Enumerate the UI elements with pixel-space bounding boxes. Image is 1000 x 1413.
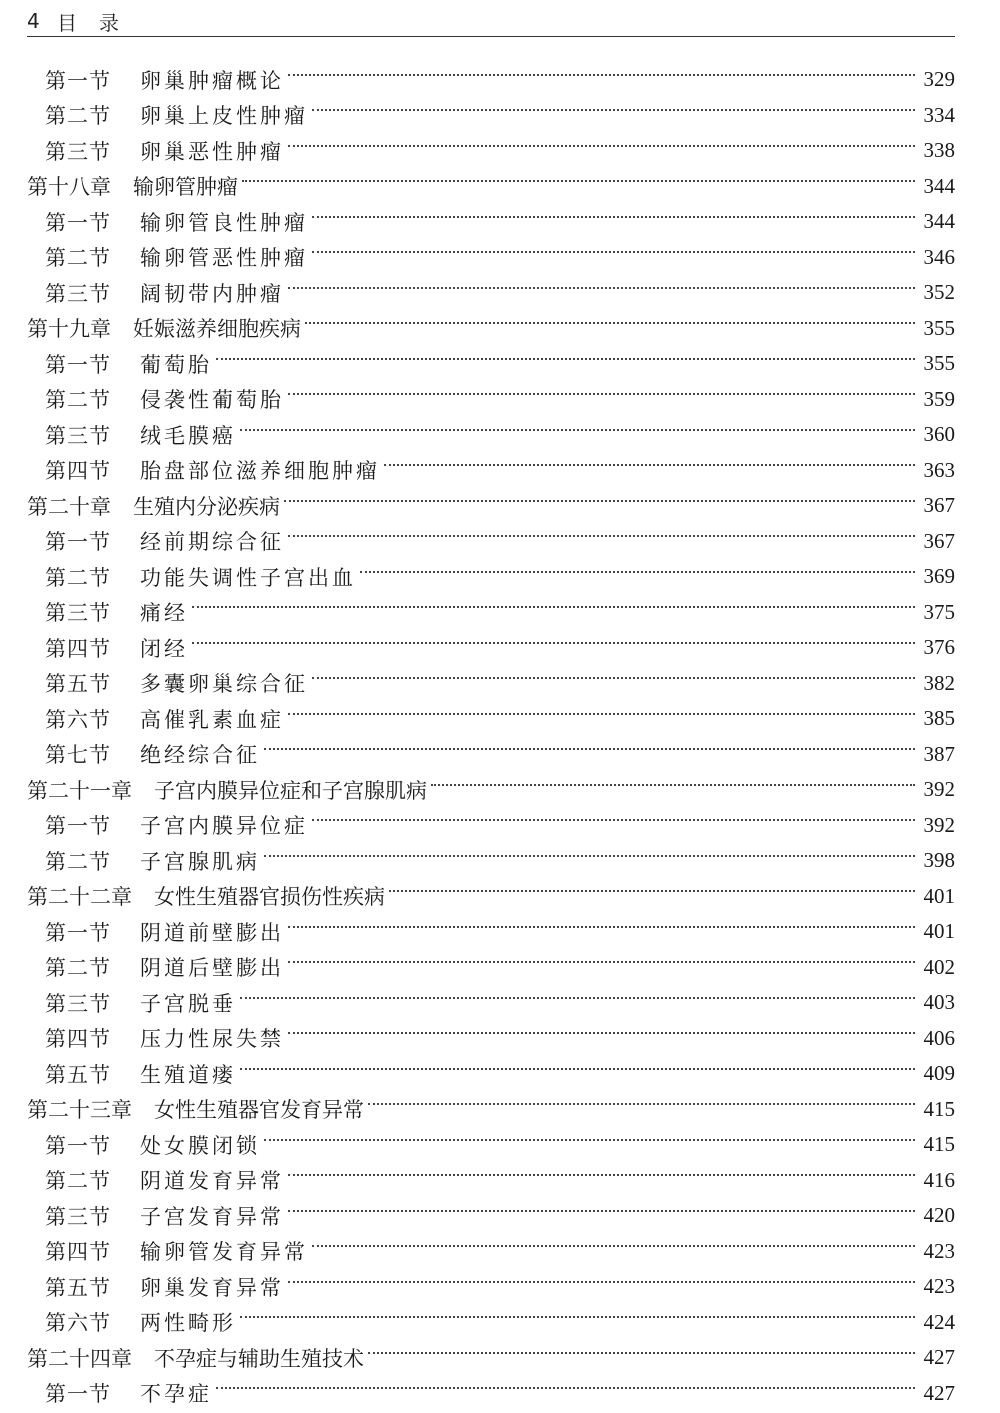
toc-section-row[interactable] [27,701,955,737]
page-number-ref: 369 [923,564,955,589]
toc-chapter-row[interactable] [27,1340,955,1376]
section-title: 输卵管良性肿瘤 [140,210,308,235]
page-number-ref: 344 [923,209,955,234]
dot-leader [288,393,915,395]
section-label: 第六节 [45,1311,111,1336]
table-of-contents [27,62,955,1411]
dot-leader [431,784,915,786]
page-number-ref: 403 [923,990,955,1015]
page-number-ref: 392 [923,777,955,802]
page-number-ref: 355 [923,315,955,340]
toc-section-row[interactable] [27,1198,955,1234]
dot-leader [242,180,915,182]
dot-leader [264,748,915,750]
page-number-ref: 334 [923,102,955,127]
toc-section-row[interactable] [27,666,955,702]
section-title: 多囊卵巢综合征 [140,672,308,697]
toc-section-row[interactable] [27,1376,955,1412]
section-title: 处女膜闭锁 [140,1133,260,1158]
page-number-ref: 401 [923,919,955,944]
page-number-ref: 338 [923,138,955,163]
section-title: 输卵管发育异常 [140,1240,308,1265]
section-label: 第三节 [45,1204,111,1229]
toc-section-row[interactable] [27,950,955,986]
section-label: 第四节 [45,459,111,484]
section-label: 第一节 [45,814,111,839]
dot-leader [288,713,915,715]
dot-leader [216,358,915,360]
section-title: 子宫脱垂 [140,991,236,1016]
section-title: 子宫腺肌病 [140,849,260,874]
section-label: 第一节 [45,210,111,235]
chapter-title: 生殖内分泌疾病 [133,494,280,519]
page-number-ref: 392 [923,812,955,837]
page-number-ref: 346 [923,244,955,269]
toc-section-row[interactable] [27,62,955,98]
section-label: 第一节 [45,68,111,93]
section-title: 卵巢上皮性肿瘤 [140,104,308,129]
dot-leader [240,1316,915,1318]
toc-section-row[interactable] [27,1056,955,1092]
dot-leader [264,855,915,857]
page-header [27,6,955,37]
page-number-ref: 409 [923,1061,955,1086]
dot-leader [288,961,915,963]
section-label: 第二节 [45,565,111,590]
dot-leader [216,1387,915,1389]
section-title: 卵巢恶性肿瘤 [140,139,284,164]
toc-section-row[interactable] [27,843,955,879]
chapter-label: 第十八章 [27,175,111,200]
toc-section-row[interactable] [27,1234,955,1270]
section-title: 输卵管恶性肿瘤 [140,246,308,271]
dot-leader [384,464,915,466]
section-title: 绒毛膜癌 [140,423,236,448]
dot-leader [288,1174,915,1176]
dot-leader [288,1032,915,1034]
page-number-ref: 352 [923,280,955,305]
toc-section-row[interactable] [27,98,955,134]
page-number-ref: 382 [923,670,955,695]
toc-chapter-row[interactable] [27,879,955,915]
section-label: 第三节 [45,139,111,164]
toc-section-row[interactable] [27,240,955,276]
section-label: 第二节 [45,849,111,874]
dot-leader [288,145,915,147]
dot-leader [240,997,915,999]
dot-leader [312,251,915,253]
toc-chapter-row[interactable] [27,772,955,808]
toc-section-row[interactable] [27,595,955,631]
section-title: 痛经 [140,601,188,626]
dot-leader [288,74,915,76]
dot-leader [288,287,915,289]
dot-leader [192,606,915,608]
dot-leader [312,677,915,679]
page-number-ref: 416 [923,1167,955,1192]
section-title: 子宫发育异常 [140,1204,284,1229]
toc-section-row[interactable] [27,453,955,489]
section-title: 绝经综合征 [140,743,260,768]
chapter-title: 子宫内膜异位症和子宫腺肌病 [154,778,427,803]
page-number-ref: 420 [923,1203,955,1228]
section-title: 卵巢肿瘤概论 [140,68,284,93]
dot-leader [240,429,915,431]
header-title: 目录 [57,10,141,35]
chapter-label: 第二十一章 [27,778,132,803]
chapter-title: 输卵管肿瘤 [133,175,238,200]
dot-leader [288,926,915,928]
section-label: 第二节 [45,246,111,271]
page-number-ref: 329 [923,67,955,92]
section-title: 葡萄胎 [140,352,212,377]
section-label: 第四节 [45,1240,111,1265]
section-title: 卵巢发育异常 [140,1275,284,1300]
toc-section-row[interactable] [27,204,955,240]
section-title: 阴道发育异常 [140,1169,284,1194]
toc-chapter-row[interactable] [27,169,955,205]
section-label: 第二节 [45,388,111,413]
toc-section-row[interactable] [27,808,955,844]
section-title: 不孕症 [140,1382,212,1407]
page-number-ref: 387 [923,741,955,766]
page-number-ref: 367 [923,493,955,518]
dot-leader [284,500,915,502]
section-title: 压力性尿失禁 [140,1027,284,1052]
toc-section-row[interactable] [27,417,955,453]
toc-section-row[interactable] [27,985,955,1021]
page-number-ref: 375 [923,599,955,624]
section-label: 第五节 [45,672,111,697]
page-number-ref: 401 [923,883,955,908]
section-title: 阴道后壁膨出 [140,956,284,981]
toc-chapter-row[interactable] [27,311,955,347]
toc-section-row[interactable] [27,1127,955,1163]
toc-section-row[interactable] [27,630,955,666]
section-label: 第五节 [45,1275,111,1300]
dot-leader [389,890,915,892]
page-number-ref: 398 [923,848,955,873]
section-label: 第五节 [45,1062,111,1087]
section-label: 第一节 [45,920,111,945]
chapter-label: 第二十章 [27,494,111,519]
section-label: 第三节 [45,281,111,306]
toc-section-row[interactable] [27,559,955,595]
page-number: 4 [27,9,40,33]
chapter-title: 不孕症与辅助生殖技术 [154,1346,364,1371]
page-number-ref: 423 [923,1274,955,1299]
dot-leader [368,1352,915,1354]
page-number-ref: 363 [923,457,955,482]
page-number-ref: 360 [923,422,955,447]
page-number-ref: 415 [923,1096,955,1121]
dot-leader [368,1103,915,1105]
dot-leader [288,535,915,537]
toc-section-row[interactable] [27,133,955,169]
page-number-ref: 427 [923,1380,955,1405]
section-label: 第三节 [45,991,111,1016]
toc-section-row[interactable] [27,737,955,773]
page-number-ref: 423 [923,1238,955,1263]
section-label: 第二节 [45,956,111,981]
page-number-ref: 344 [923,173,955,198]
toc-section-row[interactable] [27,382,955,418]
page-number-ref: 367 [923,528,955,553]
toc-section-row[interactable] [27,1163,955,1199]
section-title: 经前期综合征 [140,530,284,555]
dot-leader [305,322,915,324]
section-title: 侵袭性葡萄胎 [140,388,284,413]
toc-chapter-row[interactable] [27,488,955,524]
section-label: 第一节 [45,352,111,377]
dot-leader [312,216,915,218]
toc-section-row[interactable] [27,1021,955,1057]
chapter-label: 第二十二章 [27,885,132,910]
dot-leader [360,571,915,573]
dot-leader [192,642,915,644]
dot-leader [264,1139,915,1141]
chapter-label: 第二十三章 [27,1098,132,1123]
section-label: 第二节 [45,104,111,129]
toc-section-row[interactable] [27,275,955,311]
toc-chapter-row[interactable] [27,1092,955,1128]
dot-leader [312,819,915,821]
section-label: 第三节 [45,601,111,626]
section-title: 子宫内膜异位症 [140,814,308,839]
page-number-ref: 376 [923,635,955,660]
dot-leader [288,1210,915,1212]
toc-section-row[interactable] [27,914,955,950]
section-label: 第二节 [45,1169,111,1194]
section-title: 胎盘部位滋养细胞肿瘤 [140,459,380,484]
chapter-title: 女性生殖器官发育异常 [154,1098,364,1123]
section-label: 第四节 [45,1027,111,1052]
dot-leader [312,1245,915,1247]
section-title: 两性畸形 [140,1311,236,1336]
section-title: 闭经 [140,636,188,661]
section-title: 高催乳素血症 [140,707,284,732]
page-number-ref: 406 [923,1025,955,1050]
page-number-ref: 427 [923,1345,955,1370]
section-label: 第四节 [45,636,111,661]
section-title: 阔韧带内肿瘤 [140,281,284,306]
section-label: 第六节 [45,707,111,732]
chapter-title: 女性生殖器官损伤性疾病 [154,885,385,910]
page-number-ref: 424 [923,1309,955,1334]
section-label: 第七节 [45,743,111,768]
chapter-label: 第二十四章 [27,1346,132,1371]
page-number-ref: 359 [923,386,955,411]
section-label: 第一节 [45,1133,111,1158]
page-number-ref: 402 [923,954,955,979]
toc-section-row[interactable] [27,1269,955,1305]
dot-leader [312,109,915,111]
section-title: 生殖道瘘 [140,1062,236,1087]
section-label: 第一节 [45,530,111,555]
page-number-ref: 385 [923,706,955,731]
section-title: 阴道前壁膨出 [140,920,284,945]
toc-section-row[interactable] [27,1305,955,1341]
section-title: 功能失调性子宫出血 [140,565,356,590]
page-number-ref: 355 [923,351,955,376]
dot-leader [288,1281,915,1283]
dot-leader [240,1068,915,1070]
section-label: 第三节 [45,423,111,448]
chapter-label: 第十九章 [27,317,111,342]
section-label: 第一节 [45,1382,111,1407]
page-number-ref: 415 [923,1132,955,1157]
chapter-title: 妊娠滋养细胞疾病 [133,317,301,342]
toc-section-row[interactable] [27,346,955,382]
toc-section-row[interactable] [27,524,955,560]
